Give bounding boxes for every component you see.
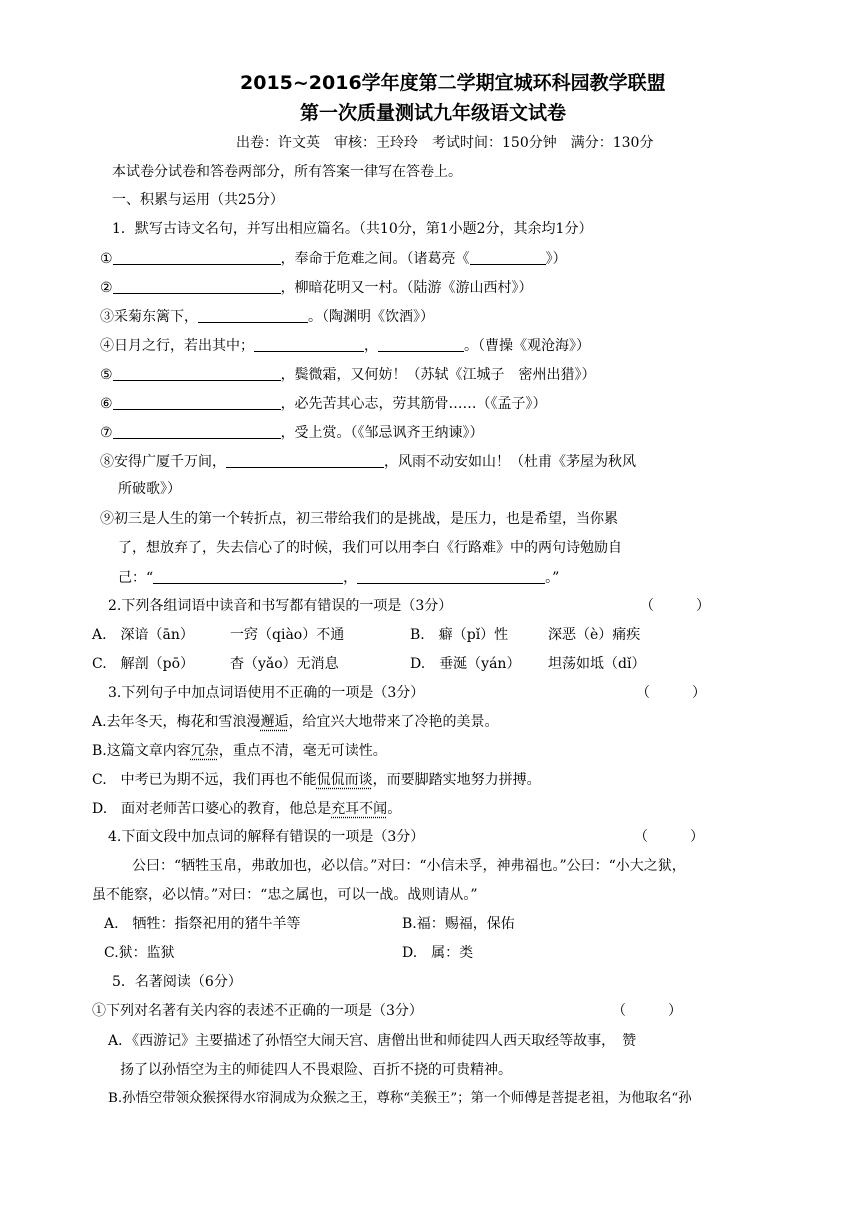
q5-option-b-line1: B.孙悟空带领众猴探得水帘洞成为众猴之王，尊称“美猴王”；第一个师傅是菩提老祖，为他取名“孙	[108, 1091, 692, 1106]
q1-item-9-line1: ⑨初三是人生的第一个转折点，初三带给我们的是挑战，是压力，也是希望，当你累	[100, 511, 618, 527]
q2-option-a2: 一窍（qiào）不通	[230, 627, 345, 643]
q2-option-a: A. 深谙（ān）	[92, 627, 194, 643]
q2-option-c2: 杳（yǎo）无消息	[230, 656, 339, 672]
q4-passage-line2: 虽不能察，必以情。”对曰：“忠之属也，可以一战。战则请从。”	[92, 887, 478, 903]
question-1-stem: 1．默写古诗文名句，并写出相应篇名。（共10分，第1小题2分，其余均1分）	[112, 221, 593, 237]
q2-option-b: B. 癖（pǐ）性	[410, 627, 509, 643]
q1-item-8: ⑧安得广厦千万间， ，风雨不动安如山！（杜甫《茅屋为秋风	[100, 454, 636, 470]
answer-blank	[254, 338, 364, 352]
question-3-stem: 3.下列句子中加点词语使用不正确的一项是（3分）	[108, 685, 425, 701]
q2-option-d: D. 垂涎（yán）	[410, 656, 521, 672]
answer-blank	[378, 338, 464, 352]
answer-blank	[113, 367, 281, 381]
q4-option-a: A. 牺牲：指祭祀用的猪牛羊等	[104, 916, 301, 932]
q1-item-7: ⑦ ，受上赏。（《邹忌讽齐王纳谏》）	[100, 425, 484, 441]
question-4-stem: 4.下面文段中加点词的解释有错误的一项是（3分）	[108, 829, 425, 845]
q1-item-3: ③采菊东篱下， 。（陶渊明《饮酒》）	[100, 309, 434, 325]
question-5-stem: 5．名著阅读（6分）	[112, 974, 242, 990]
q2-option-d2: 坦荡如坻（dǐ）	[548, 656, 646, 672]
q3-option-d: D. 面对老师苦口婆心的教育，他总是充耳不闻。	[92, 801, 402, 817]
q1-item-2: ② ，柳暗花明又一村。（陆游《游山西村》）	[100, 280, 533, 296]
q3-option-c: C. 中考已为期不远，我们再也不能侃侃而谈，而要脚踏实地努力拼搏。	[92, 772, 541, 788]
exam-meta: 出卷：许文英 审核：王玲玲 考试时间：150分钟 满分：130分	[236, 135, 654, 151]
answer-blank	[113, 396, 281, 410]
q1-item-5: ⑤ ，鬓微霜，又何妨！（苏轼《江城子 密州出猎》）	[100, 367, 596, 383]
exam-title-line2: 第一次质量测试九年级语文试卷	[300, 102, 567, 124]
exam-title-line1: 2015~2016学年度第二学期宜城环科园教学联盟	[240, 72, 666, 94]
q1-item-8-cont: 所破歌》）	[118, 481, 181, 497]
answer-blank	[198, 309, 308, 323]
answer-paren: （ ）	[634, 829, 704, 845]
answer-blank	[153, 570, 343, 584]
intro-text: 本试卷分试卷和答卷两部分，所有答案一律写在答卷上。	[112, 164, 462, 180]
q2-option-b2: 深恶（è）痛疾	[548, 627, 641, 643]
q4-option-d: D. 属：类	[402, 945, 474, 961]
answer-paren: （ ）	[636, 685, 706, 701]
question-2-stem: 2.下列各组词语中读音和书写都有错误的一项是（3分）	[108, 598, 453, 614]
q5-option-a-line1: A．《西游记》主要描述了孙悟空大闹天宫、唐僧出世和师徒四人西天取经等故事， 赞	[108, 1033, 637, 1049]
q1-item-9-line3: 己：“ ， 。”	[118, 570, 560, 586]
q1-item-1: ① ，奉命于危难之间。（诸葛亮《 》）	[100, 251, 567, 267]
q4-passage-line1: 公曰：“牺牲玉帛，弗敢加也，必以信。”对曰：“小信未孚，神弗福也。”公曰：“小大之狱，	[132, 858, 686, 874]
answer-blank	[226, 454, 384, 468]
q3-option-b: B.这篇文章内容冗杂，重点不清，毫无可读性。	[92, 743, 387, 759]
answer-blank	[357, 570, 545, 584]
q4-option-b: B.福：赐福，保佑	[402, 916, 515, 932]
q5-option-a-line2: 扬了以孙悟空为主的师徒四人不畏艰险、百折不挠的可贵精神。	[120, 1062, 512, 1078]
answer-blank	[470, 251, 546, 265]
answer-paren: （ ）	[640, 598, 710, 614]
answer-blank	[113, 251, 281, 265]
section-heading: 一、积累与运用（共25分）	[112, 192, 284, 208]
q1-item-6: ⑥ ，必先苦其心志，劳其筋骨……（《孟子》）	[100, 396, 547, 412]
q1-item-4: ④日月之行，若出其中； ， 。（曹操《观沧海》）	[100, 338, 590, 354]
q2-option-c: C. 解剖（pō）	[92, 656, 195, 672]
q4-option-c: C.狱：监狱	[104, 945, 175, 961]
answer-blank	[113, 280, 281, 294]
q3-option-a: A.去年冬天，梅花和雪浪漫邂逅，给宜兴大地带来了冷艳的美景。	[92, 714, 499, 730]
answer-paren: （ ）	[612, 1003, 682, 1019]
q1-item-9-line2: 了，想放弃了，失去信心了的时候，我们可以用李白《行路难》中的两句诗勉励自	[118, 540, 622, 556]
q5-sub1-stem: ①下列对名著有关内容的表述不正确的一项是（3分）	[92, 1003, 423, 1019]
answer-blank	[113, 425, 281, 439]
